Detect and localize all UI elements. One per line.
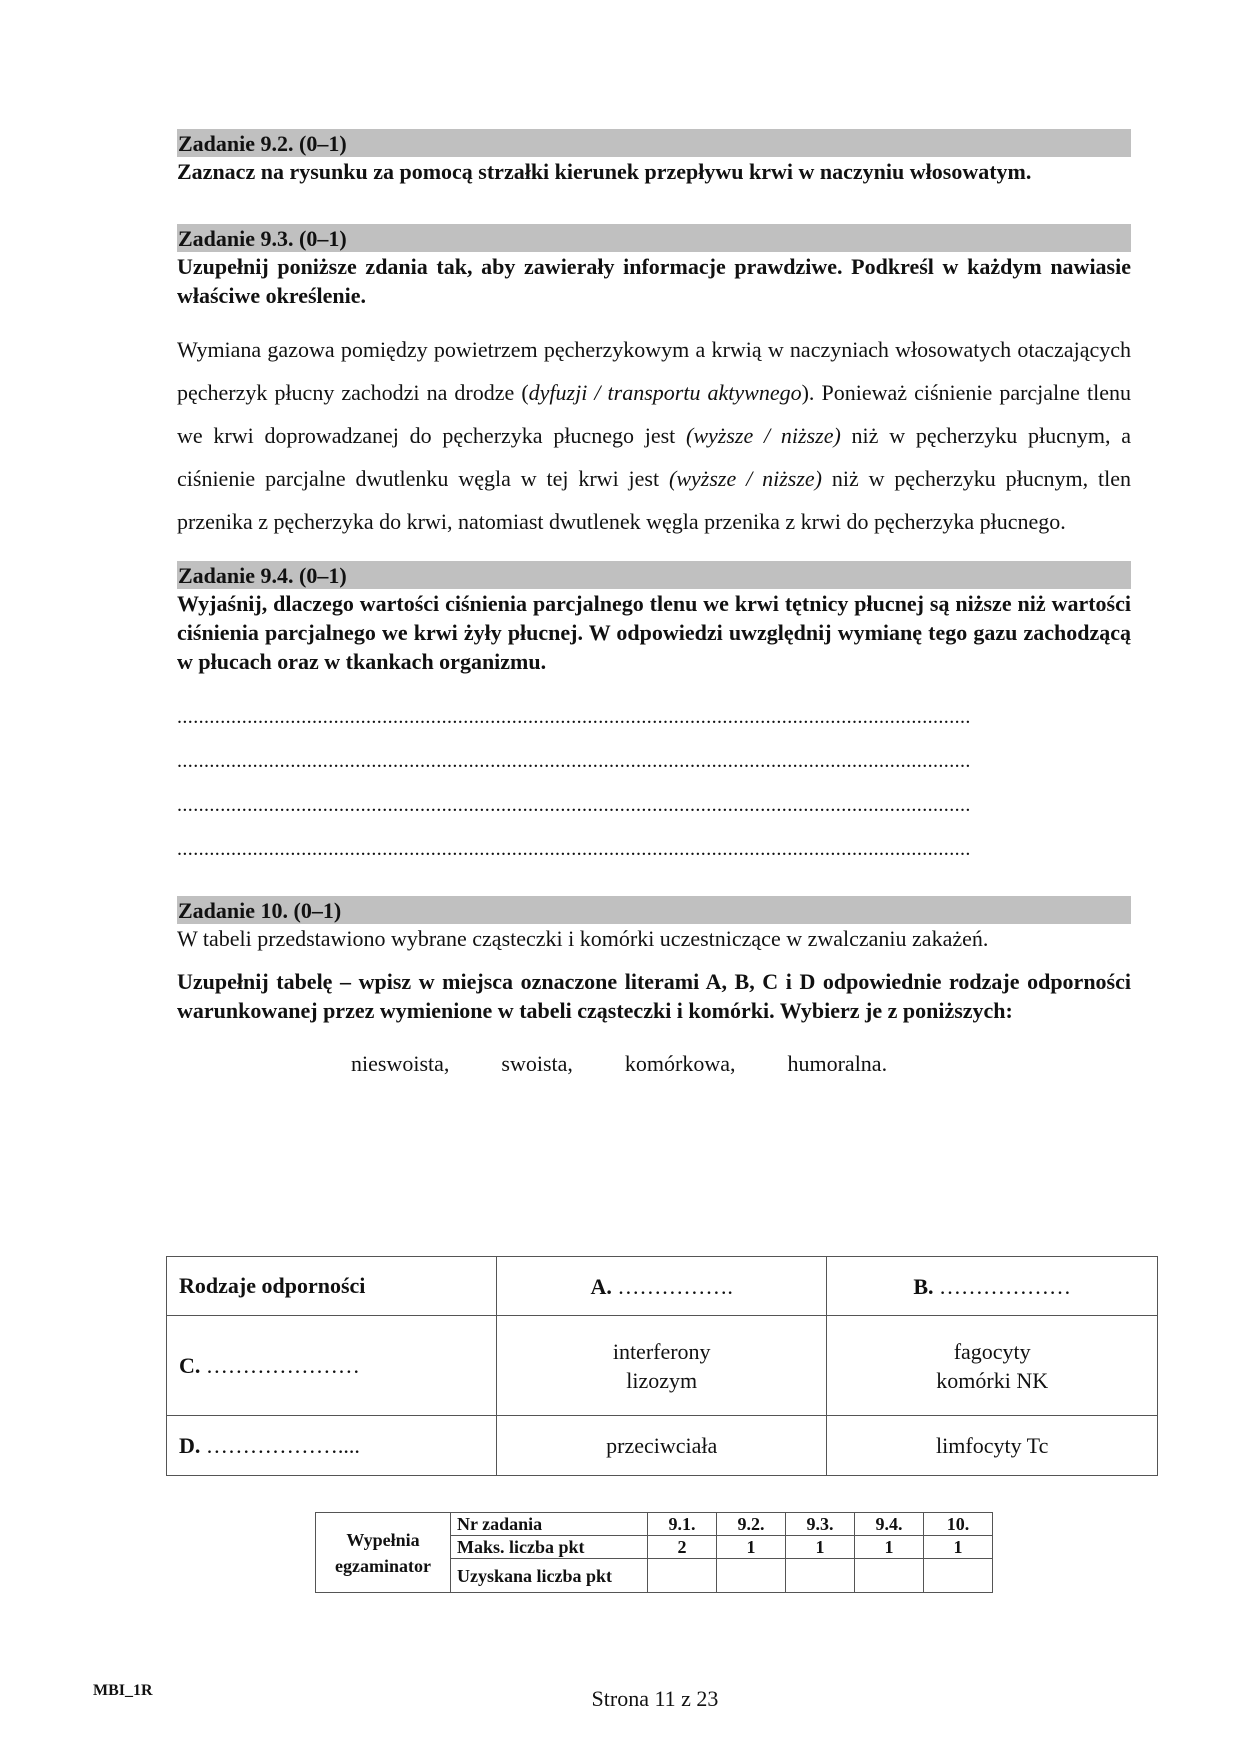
immunity-table (166, 1256, 1158, 1476)
score-input-cell[interactable] (855, 1559, 924, 1593)
table-row (167, 1316, 1158, 1416)
blank-cell-d[interactable] (167, 1416, 497, 1476)
blank-cell-a[interactable] (497, 1257, 827, 1316)
task-9-4-instruction: Wyjaśnij, dlaczego wartości ciśnienia parcjalnego tlenu we krwi tętnicy płucnej są niższe niż wartości ciśnienia parcjalnego we krwi żyły płucnej. W odpowiedzi uwzględnij wymianę tego gazu zachodzącą w płucach oraz w tkankach organizmu. (177, 591, 1131, 674)
answer-line[interactable]: ................................................................................................................................................... (177, 706, 971, 728)
score-input-cell[interactable] (786, 1559, 855, 1593)
cell-letter: C. (179, 1352, 201, 1378)
row-label: Maks. liczba pkt (451, 1536, 648, 1559)
table-cell (497, 1316, 827, 1416)
table-row (167, 1257, 1158, 1316)
score-input-cell[interactable] (717, 1559, 786, 1593)
task-number: 9.4. (855, 1513, 924, 1536)
table-row (316, 1513, 993, 1536)
task-number: 9.2. (717, 1513, 786, 1536)
blank-field[interactable]: ……………….... (205, 1432, 360, 1458)
option-choice-2[interactable]: (wyższe / niższe) (686, 423, 841, 448)
task-10-intro: W tabeli przedstawiono wybrane cząsteczki i komórki uczestniczące w zwalczaniu zakażeń. (177, 926, 989, 951)
score-table (315, 1512, 993, 1593)
answer-line[interactable]: ................................................................................................................................................... (177, 750, 971, 772)
option-item: nieswoista, (351, 1051, 450, 1076)
task-number: 10. (924, 1513, 993, 1536)
table-cell (827, 1316, 1158, 1416)
task-10-instruction: Uzupełnij tabelę – wpisz w miejsca oznaczone literami A, B, C i D odpowiednie rodzaje odporności warunkowanej przez wymienione w tabeli cząsteczki i komórki. Wybierz je z poniższych: (177, 969, 1131, 1023)
max-points: 1 (855, 1536, 924, 1559)
cell-value: lizozym (626, 1367, 698, 1393)
option-item: komórkowa, (624, 1051, 736, 1076)
answer-line[interactable]: ................................................................................................................................................... (177, 838, 971, 860)
task-9-3-header: Zadanie 9.3. (0–1) (177, 224, 1131, 252)
task-number: 9.3. (786, 1513, 855, 1536)
cell-letter: B. (913, 1273, 934, 1299)
task-9-3-text-part: niż w pęcherzyku płucnym, a ciśnienie parcjalne dwutlenku węgla w tej krwi jest (177, 423, 1132, 491)
examiner-label-line: egzaminator (335, 1555, 431, 1576)
cell-value: komórki NK (936, 1367, 1049, 1393)
blank-field[interactable]: ………………… (205, 1352, 360, 1378)
row-label: Uzyskana liczba pkt (451, 1559, 648, 1593)
answer-options (177, 1051, 1131, 1077)
page-content (177, 129, 1131, 1077)
cell-value: interferony (612, 1338, 711, 1364)
max-points: 1 (717, 1536, 786, 1559)
cell-value: fagocyty (953, 1338, 1031, 1364)
task-9-3-text-part: ). Ponieważ ciśnienie parcjalne tlenu we krwi doprowadzanej do pęcherzyka płucnego jest (177, 380, 1131, 448)
answer-line[interactable]: ................................................................................................................................................... (177, 794, 971, 816)
task-9-3-text (177, 328, 1131, 543)
task-9-2-header: Zadanie 9.2. (0–1) (177, 129, 1131, 157)
max-points: 2 (648, 1536, 717, 1559)
cell-letter: A. (590, 1273, 612, 1299)
task-9-2-instruction: Zaznacz na rysunku za pomocą strzałki kierunek przepływu krwi w naczyniu włosowatym. (177, 159, 1032, 184)
table-cell: przeciwciała (497, 1416, 827, 1476)
task-number: 9.1. (648, 1513, 717, 1536)
blank-field[interactable]: ……………. (617, 1273, 733, 1299)
table-row (167, 1416, 1158, 1476)
page-number: Strona 11 z 23 (591, 1686, 719, 1711)
option-item: humoralna. (787, 1051, 888, 1076)
score-input-cell[interactable] (648, 1559, 717, 1593)
max-points: 1 (924, 1536, 993, 1559)
blank-cell-b[interactable] (827, 1257, 1158, 1316)
examiner-label (316, 1513, 451, 1593)
task-9-3-text-part: Wymiana gazowa pomiędzy powietrzem pęcherzykowym a krwią w naczyniach włosowatych otaczających pęcherzyk płucny zachodzi na drodze ( (177, 337, 1131, 405)
task-9-4-header: Zadanie 9.4. (0–1) (177, 561, 1131, 589)
row-label: Nr zadania (451, 1513, 648, 1536)
option-choice-3[interactable]: (wyższe / niższe) (669, 466, 822, 491)
exam-code: MBI_1R (93, 1682, 153, 1699)
task-9-3-instruction: Uzupełnij poniższe zdania tak, aby zawierały informacje prawdziwe. Podkreśl w każdym nawiasie właściwe określenie. (177, 254, 1131, 308)
blank-cell-c[interactable] (167, 1316, 497, 1416)
option-choice-1[interactable]: dyfuzji / transportu aktywnego (528, 380, 802, 405)
task-9-3-text-part: niż w pęcherzyku płucnym, tlen przenika z pęcherzyka do krwi, natomiast dwutlenek węgla przenika z krwi do pęcherzyka płucnego. (177, 466, 1132, 534)
blank-field[interactable]: ……………… (939, 1273, 1072, 1299)
score-input-cell[interactable] (924, 1559, 993, 1593)
table-cell: limfocyty Tc (827, 1416, 1158, 1476)
option-item: swoista, (501, 1051, 573, 1076)
examiner-label-line: Wypełnia (346, 1529, 420, 1550)
cell-letter: D. (179, 1432, 201, 1458)
task-10-header: Zadanie 10. (0–1) (177, 896, 1131, 924)
table-header-label: Rodzaje odporności (167, 1257, 497, 1316)
max-points: 1 (786, 1536, 855, 1559)
